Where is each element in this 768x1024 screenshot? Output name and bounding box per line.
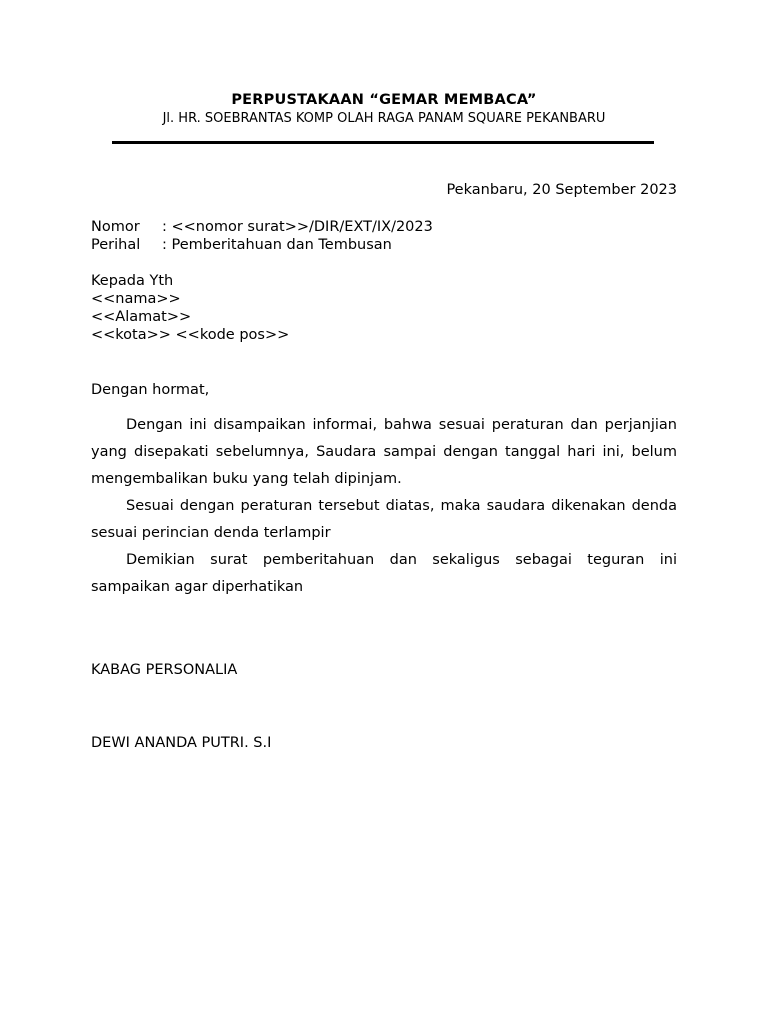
salutation: Dengan hormat, bbox=[91, 382, 210, 398]
letter-date: Pekanbaru, 20 September 2023 bbox=[446, 182, 677, 198]
recipient-block bbox=[91, 272, 289, 344]
recipient-address: <<Alamat>> bbox=[91, 309, 192, 325]
recipient-greeting: Kepada Yth bbox=[91, 273, 174, 289]
perihal-label: Perihal bbox=[91, 237, 141, 253]
signature-position: KABAG PERSONALIA bbox=[91, 662, 238, 678]
nomor-label: Nomor bbox=[91, 219, 140, 235]
recipient-name: <<nama>> bbox=[91, 291, 181, 307]
body-paragraph-1: Dengan ini disampaikan informai, bahwa sesuai peraturan dan perjanjian yang disepakati sebelumnya, Saudara sampai dengan tanggal hari ini, belum mengembalikan buku yang telah dipinjam. bbox=[91, 417, 677, 487]
nomor-value: : <<nomor surat>>/DIR/EXT/IX/2023 bbox=[162, 219, 433, 235]
perihal-row bbox=[91, 236, 677, 254]
letterhead-divider bbox=[112, 141, 654, 144]
body-paragraph-2: Sesuai dengan peraturan tersebut diatas, maka saudara dikenakan denda sesuai perincian denda terlampir bbox=[91, 498, 677, 541]
letterhead-title: PERPUSTAKAAN “GEMAR MEMBACA” bbox=[231, 92, 537, 108]
letterhead-address: Jl. HR. SOEBRANTAS KOMP OLAH RAGA PANAM SQUARE PEKANBARU bbox=[162, 111, 606, 126]
body-paragraph-3: Demikian surat pemberitahuan dan sekaligus sebagai teguran ini sampaikan agar diperhatikan bbox=[91, 552, 677, 595]
perihal-value: : Pemberitahuan dan Tembusan bbox=[162, 237, 392, 253]
nomor-row bbox=[91, 218, 677, 236]
signature-name: DEWI ANANDA PUTRI. S.I bbox=[91, 735, 272, 751]
recipient-city-postal: <<kota>> <<kode pos>> bbox=[91, 327, 290, 343]
